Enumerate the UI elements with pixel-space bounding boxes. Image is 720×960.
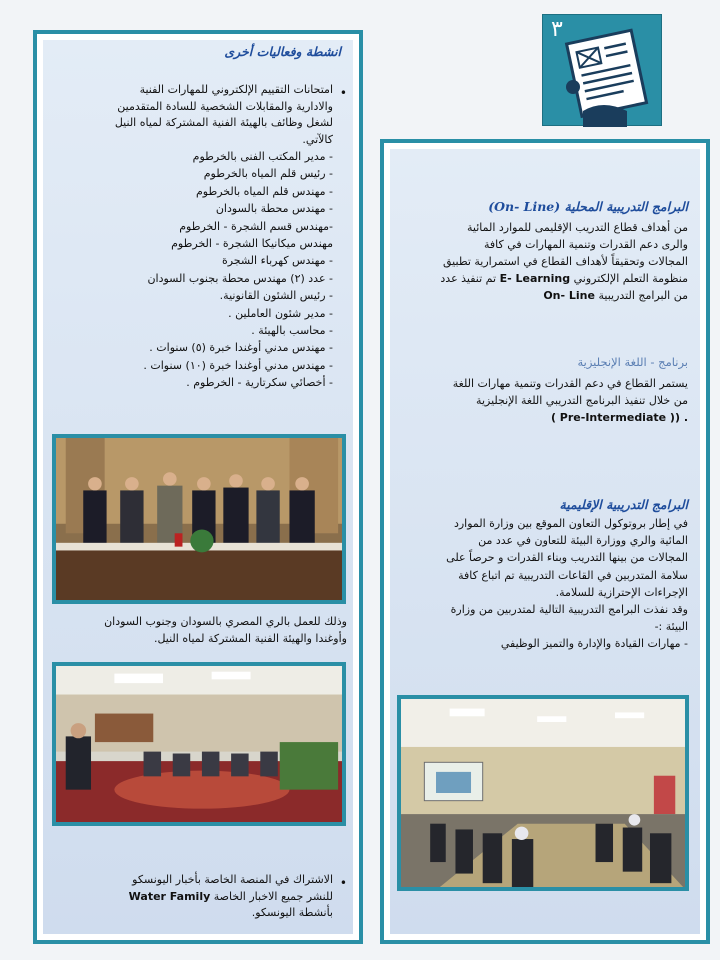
caption-line: وذلك للعمل بالري المصري بالسودان وجنوب السودان [104,615,347,628]
online-programs-heading [398,199,688,214]
online-paragraph [392,219,688,304]
list-item: - أخصائي سكرتارية - الخرطوم . [186,376,333,390]
list-item: - مهندس كهرباء الشجرة [221,254,333,268]
unesco-line-text: للنشر جميع الاخبار الخاصة [213,889,333,903]
newspaper-icon [542,14,662,126]
job-roles-list [43,148,333,392]
bullet-icon: • [339,876,347,890]
bullet-icon: • [339,86,347,100]
regional-line: الإجراءات الإحترازية للسلامة. [555,585,688,599]
list-item: - مدير شئون العاملين . [228,306,333,320]
section-number: ٣ [551,17,563,42]
regional-line: - مهارات القيادة والإدارة والتميز الوظيفي [500,637,688,651]
online-line [392,287,688,304]
regional-line: المائية والري ووزارة البيئة للتعاون في عدد من [478,534,688,548]
english-program-title: برنامج - اللغة الإنجليزية [577,355,688,369]
online-line: المجالات وتحقيقاً لأهداف القطاع في استمرارية تطبيق [443,255,688,268]
intro-line: لشغل وظائف بالهيئة الفنية المشتركة لمياه النيل [114,116,333,129]
online-line-text: منظومة التعلم الإلكتروني [573,272,688,285]
online-line: من أهداف قطاع التدريب الإقليمى للموارد المائية [467,221,688,234]
regional-line: وقد نفذت البرامج التدريبية التالية لمتدربين من وزارة [450,603,688,617]
list-item: - مدير المكتب الفنى بالخرطوم [192,150,333,163]
list-item: - مهندس قلم المياه بالخرطوم [195,184,333,198]
e-learning-term: E- Learning [499,272,571,285]
classroom-photo [397,695,689,891]
online-term: On- Line [543,289,595,302]
english-line: يستمر القطاع في دعم القدرات وتنمية مهارات اللغة [452,377,688,390]
regional-line: المجالات من بينها التدريب وبناء القدرات و حرصاً على [446,551,688,565]
training-hall-photo [52,662,346,826]
online-heading-en: (On- Line) [488,199,561,214]
regional-line: سلامة المتدربين في القاعات التدريبية تم اتباع كافة [458,568,688,582]
intro-line: امتحانات التقييم الإلكتروني للمهارات الفنية [139,83,333,96]
list-item: - مهندس محطة بالسودان [215,202,333,216]
caption-line: وأوغندا والهيئة الفنية المشتركة لمياه النيل. [153,631,347,645]
online-heading-ar: البرامج التدريبية المحلية [564,199,688,214]
meeting-photo [52,434,346,604]
list-item: - محاسب بالهيئة . [251,324,333,338]
water-family-brand: Water Family [128,889,211,903]
unesco-line [43,889,333,906]
photo-caption [41,614,347,647]
list-item: - مهندس مدني أوغندا خبرة (١٠) سنوات . [143,358,333,372]
regional-line: البيئة :- [654,620,688,634]
unesco-line: الاشتراك في المنصة الخاصة بأخبار اليونسكو [132,873,333,886]
online-line: والرى دعم القدرات وتنمية المهارات في كافة [484,238,688,251]
intro-line: كالآتي. [302,132,333,146]
regional-paragraph [392,515,688,653]
unesco-paragraph [43,872,333,922]
list-item: مهندس ميكانيكا الشجرة - الخرطوم [171,237,333,251]
list-item: - رئيس قلم المياه بالخرطوم [203,167,333,181]
english-paragraph [392,375,688,426]
list-item: - مهندس مدني أوغندا خبرة (٥) سنوات . [149,341,333,355]
online-line [392,270,688,287]
list-item: - عدد (٢) مهندس محطة بجنوب السودان [147,271,333,285]
list-item: -مهندس قسم الشجرة - الخرطوم [179,219,333,233]
english-level: ( Pre-Intermediate )) . [550,411,688,424]
left-heading: انشطة وفعاليات أخرى [224,44,341,59]
list-item: - رئيس الشئون القانونية. [219,289,333,303]
intro-paragraph [43,82,333,148]
regional-programs-heading: البرامج التدريبية الإقليمية [559,497,688,512]
online-line-text: تم تنفيذ عدد [440,272,497,285]
regional-line: في إطار بروتوكول التعاون الموقع بين وزارة الموارد [453,517,688,530]
english-line: من خلال تنفيذ البرنامج التدريبي اللغة الإنجليزية [476,394,688,407]
intro-line: والادارية والمقابلات الشخصية للسادة المتقدمين [117,99,333,113]
online-line-text: من البرامج التدريبية [598,289,688,302]
unesco-line: بأنشطة اليونسكو. [251,906,333,919]
